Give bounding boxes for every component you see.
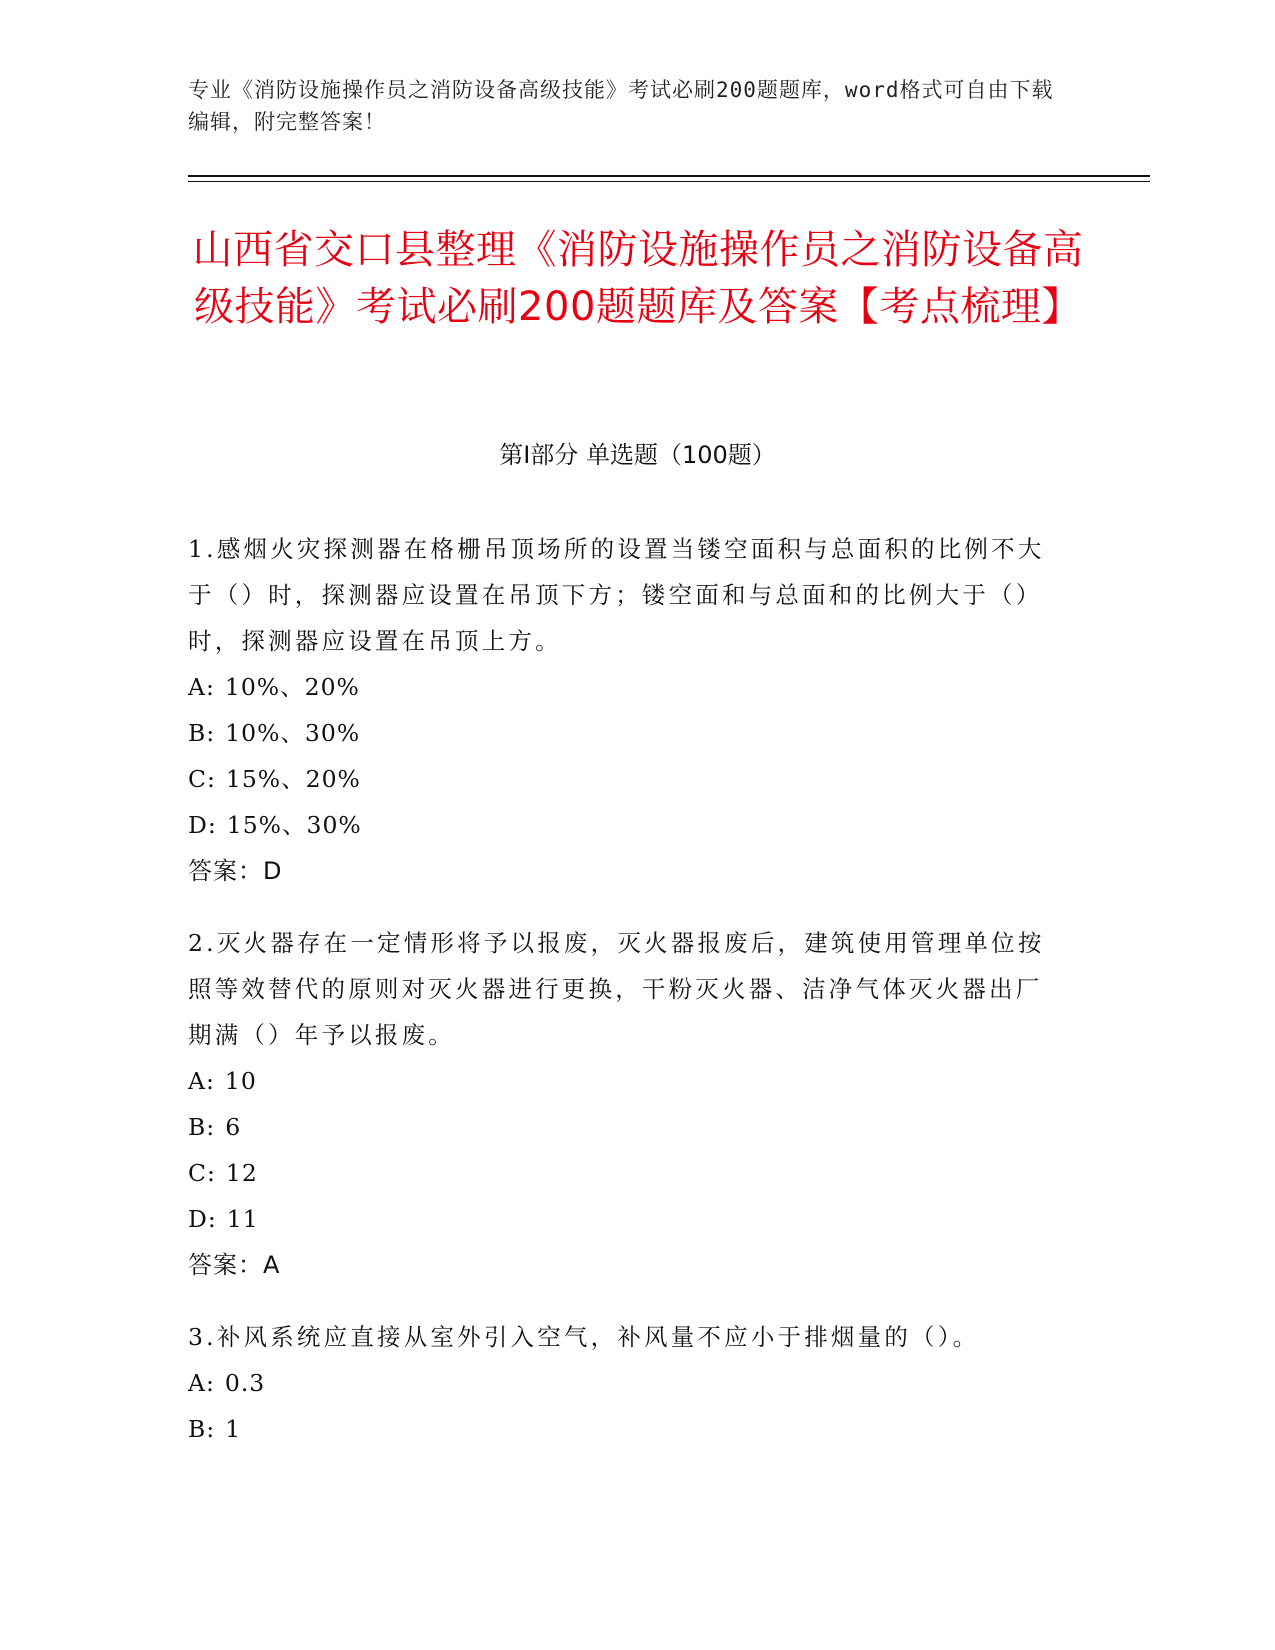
- option-label: D:: [188, 811, 217, 839]
- option-label: A:: [188, 673, 215, 701]
- question-list: [188, 526, 1068, 1478]
- option-label: C:: [188, 1159, 216, 1187]
- question-1: [188, 526, 1068, 894]
- header-note: 专业《消防设施操作员之消防设备高级技能》考试必刷200题题库，word格式可自由下载编辑，附完整答案！: [188, 78, 1054, 134]
- option-b: [188, 710, 1068, 756]
- option-label: C:: [188, 765, 216, 793]
- question-stem: 2.灭火器存在一定情形将予以报废，灭火器报废后，建筑使用管理单位按照等效替代的原则对灭火器进行更换，干粉灭火器、洁净气体灭火器出厂期满（）年予以报废。: [188, 929, 1045, 1049]
- section-title: 第Ⅰ部分 单选题（100题）: [499, 441, 776, 469]
- option-text: 1: [225, 1415, 242, 1443]
- option-b: [188, 1406, 1068, 1452]
- option-c: [188, 1150, 1068, 1196]
- option-label: B:: [188, 1415, 216, 1443]
- option-text: 10: [224, 1067, 257, 1095]
- option-d: [188, 802, 1068, 848]
- option-label: A:: [188, 1369, 215, 1397]
- question-3: [188, 1314, 1068, 1452]
- option-label: D:: [188, 1205, 217, 1233]
- option-text: 15%、30%: [226, 811, 362, 839]
- option-a: [188, 664, 1068, 710]
- option-d: [188, 1196, 1068, 1242]
- option-c: [188, 756, 1068, 802]
- header-divider-thin: [188, 181, 1150, 182]
- option-text: 6: [225, 1113, 242, 1141]
- option-label: B:: [188, 719, 216, 747]
- answer-line: 答案：D: [188, 857, 283, 885]
- option-text: 10%、20%: [224, 673, 360, 701]
- option-text: 12: [225, 1159, 258, 1187]
- question-2: [188, 920, 1068, 1288]
- header-divider-thick: [188, 175, 1150, 177]
- question-stem: 3.补风系统应直接从室外引入空气，补风量不应小于排烟量的（）。: [188, 1323, 980, 1351]
- option-text: 0.3: [224, 1369, 266, 1397]
- document-title: 山西省交口县整理《消防设施操作员之消防设备高级技能》考试必刷200题题库及答案【考点梳理】: [192, 227, 1084, 330]
- question-stem: 1.感烟火灾探测器在格栅吊顶场所的设置当镂空面积与总面积的比例不大于（）时，探测器应设置在吊顶下方；镂空面和与总面和的比例大于（）时，探测器应设置在吊顶上方。: [188, 535, 1045, 655]
- option-label: B:: [188, 1113, 216, 1141]
- option-b: [188, 1104, 1068, 1150]
- option-text: 11: [226, 1205, 259, 1233]
- option-label: A:: [188, 1067, 215, 1095]
- option-a: [188, 1360, 1068, 1406]
- option-text: 15%、20%: [225, 765, 361, 793]
- option-text: 10%、30%: [225, 719, 361, 747]
- answer-line: 答案：A: [188, 1251, 281, 1279]
- option-a: [188, 1058, 1068, 1104]
